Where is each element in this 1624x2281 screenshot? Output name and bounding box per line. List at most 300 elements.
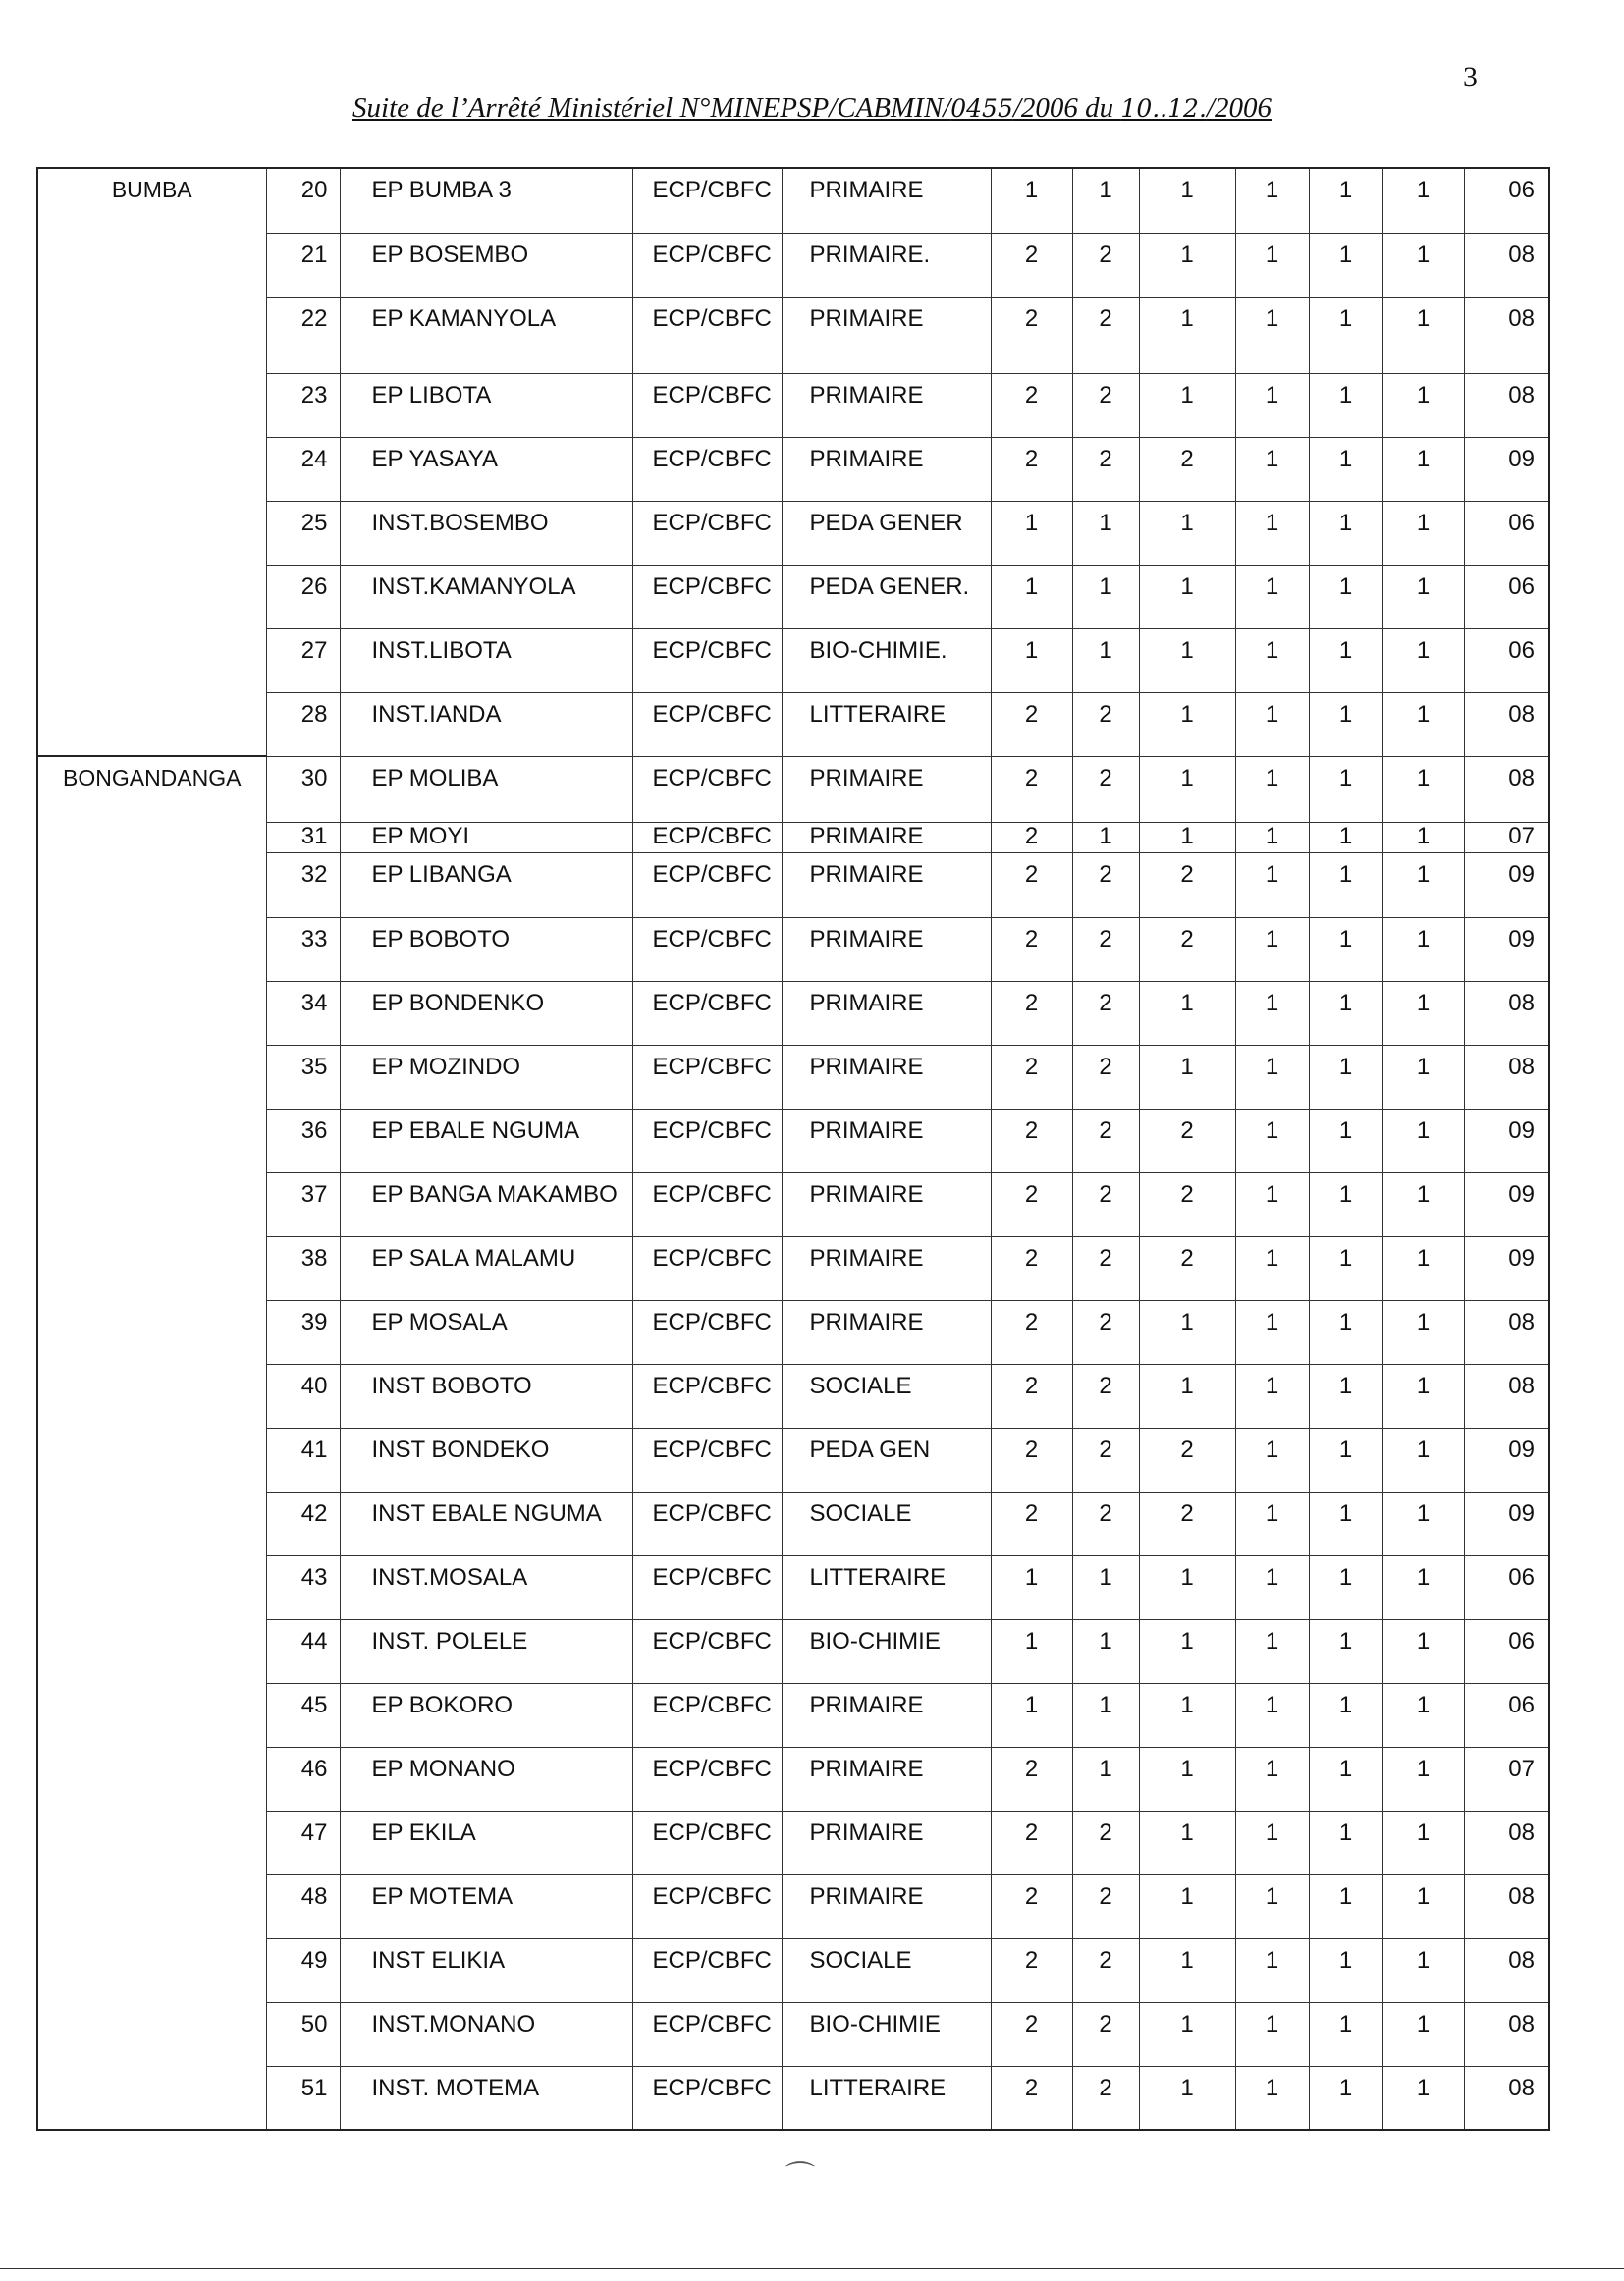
value-cell: 1: [991, 1683, 1072, 1747]
total-cell: 08: [1464, 1364, 1549, 1428]
value-cell: 1: [1235, 1555, 1309, 1619]
value-cell: 1: [1072, 1619, 1139, 1683]
value-cell: 1: [1382, 692, 1464, 756]
option-cell: LITTERAIRE: [782, 2066, 991, 2130]
total-cell: 07: [1464, 1747, 1549, 1811]
value-cell: 2: [1072, 1811, 1139, 1874]
value-cell: 2: [1072, 297, 1139, 373]
total-cell: 06: [1464, 501, 1549, 565]
code-cell: ECP/CBFC: [632, 2066, 782, 2130]
school-name-cell: EP MONANO: [340, 1747, 632, 1811]
code-cell: ECP/CBFC: [632, 692, 782, 756]
value-cell: 2: [1072, 1874, 1139, 1938]
total-cell: 08: [1464, 1300, 1549, 1364]
code-cell: ECP/CBFC: [632, 1109, 782, 1172]
code-cell: ECP/CBFC: [632, 501, 782, 565]
code-cell: ECP/CBFC: [632, 1683, 782, 1747]
value-cell: 1: [1139, 981, 1235, 1045]
value-cell: 1: [1309, 2066, 1382, 2130]
row-number-cell: 22: [266, 297, 340, 373]
code-cell: ECP/CBFC: [632, 1938, 782, 2002]
total-cell: 08: [1464, 981, 1549, 1045]
value-cell: 1: [1235, 1492, 1309, 1555]
value-cell: 1: [1235, 1428, 1309, 1492]
option-cell: PRIMAIRE: [782, 1683, 991, 1747]
value-cell: 1: [1382, 1300, 1464, 1364]
option-cell: PRIMAIRE: [782, 1874, 991, 1938]
code-cell: ECP/CBFC: [632, 822, 782, 852]
value-cell: 1: [991, 1555, 1072, 1619]
row-number-cell: 39: [266, 1300, 340, 1364]
value-cell: 1: [1309, 1811, 1382, 1874]
value-cell: 1: [1382, 168, 1464, 233]
value-cell: 1: [1235, 756, 1309, 822]
value-cell: 1: [1382, 1428, 1464, 1492]
value-cell: 1: [1235, 2066, 1309, 2130]
value-cell: 2: [991, 1364, 1072, 1428]
value-cell: 1: [1309, 1874, 1382, 1938]
value-cell: 1: [1309, 1109, 1382, 1172]
table-row: [37, 756, 1549, 822]
region-cell: BONGANDANGA: [37, 756, 266, 2130]
school-name-cell: INST ELIKIA: [340, 1938, 632, 2002]
option-cell: PRIMAIRE: [782, 1045, 991, 1109]
value-cell: 2: [1072, 692, 1139, 756]
school-name-cell: EP KAMANYOLA: [340, 297, 632, 373]
school-name-cell: EP BOSEMBO: [340, 233, 632, 297]
code-cell: ECP/CBFC: [632, 2002, 782, 2066]
page-number: 3: [1463, 61, 1478, 93]
school-name-cell: EP EBALE NGUMA: [340, 1109, 632, 1172]
value-cell: 1: [1382, 233, 1464, 297]
handwritten-initials-mark: ⌒: [785, 2160, 815, 2195]
value-cell: 1: [1235, 1747, 1309, 1811]
value-cell: 1: [1235, 1300, 1309, 1364]
value-cell: 2: [1139, 1428, 1235, 1492]
row-number-cell: 31: [266, 822, 340, 852]
code-cell: ECP/CBFC: [632, 756, 782, 822]
value-cell: 1: [1235, 1172, 1309, 1236]
value-cell: 2: [1072, 1428, 1139, 1492]
value-cell: 1: [1382, 1619, 1464, 1683]
value-cell: 2: [991, 1300, 1072, 1364]
value-cell: 1: [1139, 822, 1235, 852]
value-cell: 2: [991, 1874, 1072, 1938]
value-cell: 2: [1072, 233, 1139, 297]
school-name-cell: EP BOKORO: [340, 1683, 632, 1747]
value-cell: 2: [991, 233, 1072, 297]
value-cell: 2: [991, 1109, 1072, 1172]
value-cell: 1: [1139, 1555, 1235, 1619]
value-cell: 2: [991, 852, 1072, 917]
value-cell: 1: [1072, 1747, 1139, 1811]
value-cell: 1: [1309, 1045, 1382, 1109]
value-cell: 1: [1072, 628, 1139, 692]
value-cell: 1: [1139, 692, 1235, 756]
value-cell: 1: [1235, 437, 1309, 501]
row-number-cell: 23: [266, 373, 340, 437]
school-name-cell: EP MOLIBA: [340, 756, 632, 822]
total-cell: 08: [1464, 1045, 1549, 1109]
total-cell: 06: [1464, 1555, 1549, 1619]
value-cell: 2: [991, 297, 1072, 373]
value-cell: 1: [1382, 1938, 1464, 2002]
header-prefix: Suite de l’Arrêté Ministériel N°MINEPSP/CABMIN/: [352, 92, 951, 124]
table-row: [37, 168, 1549, 233]
value-cell: 2: [1139, 852, 1235, 917]
value-cell: 2: [1072, 1045, 1139, 1109]
value-cell: 1: [1235, 1874, 1309, 1938]
row-number-cell: 42: [266, 1492, 340, 1555]
value-cell: 1: [1235, 2002, 1309, 2066]
code-cell: ECP/CBFC: [632, 852, 782, 917]
code-cell: ECP/CBFC: [632, 628, 782, 692]
total-cell: 08: [1464, 1938, 1549, 2002]
school-name-cell: EP BONDENKO: [340, 981, 632, 1045]
value-cell: 1: [1235, 168, 1309, 233]
value-cell: 1: [1235, 233, 1309, 297]
option-cell: PRIMAIRE: [782, 1236, 991, 1300]
value-cell: 2: [1072, 2066, 1139, 2130]
school-name-cell: EP MOYI: [340, 822, 632, 852]
value-cell: 1: [1309, 437, 1382, 501]
value-cell: 1: [991, 628, 1072, 692]
row-number-cell: 24: [266, 437, 340, 501]
option-cell: LITTERAIRE: [782, 692, 991, 756]
value-cell: 1: [1139, 2066, 1235, 2130]
value-cell: 1: [1309, 981, 1382, 1045]
option-cell: PRIMAIRE: [782, 297, 991, 373]
value-cell: 2: [991, 822, 1072, 852]
total-cell: 08: [1464, 1874, 1549, 1938]
row-number-cell: 38: [266, 1236, 340, 1300]
value-cell: 1: [1235, 1811, 1309, 1874]
school-name-cell: INST EBALE NGUMA: [340, 1492, 632, 1555]
code-cell: ECP/CBFC: [632, 1555, 782, 1619]
value-cell: 1: [1139, 1747, 1235, 1811]
value-cell: 1: [1382, 1683, 1464, 1747]
value-cell: 1: [991, 1619, 1072, 1683]
value-cell: 1: [1309, 233, 1382, 297]
row-number-cell: 26: [266, 565, 340, 628]
value-cell: 1: [1139, 1811, 1235, 1874]
school-name-cell: EP MOTEMA: [340, 1874, 632, 1938]
option-cell: PRIMAIRE: [782, 917, 991, 981]
row-number-cell: 40: [266, 1364, 340, 1428]
value-cell: 1: [1309, 501, 1382, 565]
value-cell: 1: [1072, 565, 1139, 628]
value-cell: 1: [1382, 1492, 1464, 1555]
school-name-cell: INST.KAMANYOLA: [340, 565, 632, 628]
school-name-cell: EP LIBOTA: [340, 373, 632, 437]
value-cell: 1: [1309, 373, 1382, 437]
value-cell: 2: [991, 1172, 1072, 1236]
value-cell: 2: [991, 1811, 1072, 1874]
school-name-cell: EP YASAYA: [340, 437, 632, 501]
code-cell: ECP/CBFC: [632, 1874, 782, 1938]
total-cell: 08: [1464, 233, 1549, 297]
value-cell: 1: [1309, 1492, 1382, 1555]
value-cell: 1: [1382, 1236, 1464, 1300]
value-cell: 2: [991, 373, 1072, 437]
value-cell: 1: [1382, 2066, 1464, 2130]
row-number-cell: 50: [266, 2002, 340, 2066]
value-cell: 2: [1072, 1364, 1139, 1428]
value-cell: 1: [1382, 822, 1464, 852]
row-number-cell: 45: [266, 1683, 340, 1747]
value-cell: 2: [991, 692, 1072, 756]
code-cell: ECP/CBFC: [632, 1300, 782, 1364]
value-cell: 1: [1382, 501, 1464, 565]
value-cell: 1: [1139, 565, 1235, 628]
row-number-cell: 49: [266, 1938, 340, 2002]
school-name-cell: EP BANGA MAKAMBO: [340, 1172, 632, 1236]
value-cell: 2: [1072, 1109, 1139, 1172]
value-cell: 1: [1235, 981, 1309, 1045]
value-cell: 2: [991, 2066, 1072, 2130]
total-cell: 09: [1464, 437, 1549, 501]
school-name-cell: INST. MOTEMA: [340, 2066, 632, 2130]
value-cell: 2: [991, 981, 1072, 1045]
value-cell: 1: [1139, 1300, 1235, 1364]
value-cell: 2: [1139, 1236, 1235, 1300]
school-name-cell: EP EKILA: [340, 1811, 632, 1874]
value-cell: 1: [1235, 1109, 1309, 1172]
value-cell: 1: [1382, 373, 1464, 437]
value-cell: 2: [1072, 1300, 1139, 1364]
code-cell: ECP/CBFC: [632, 297, 782, 373]
value-cell: 2: [991, 1428, 1072, 1492]
row-number-cell: 20: [266, 168, 340, 233]
value-cell: 1: [1235, 917, 1309, 981]
option-cell: PRIMAIRE: [782, 373, 991, 437]
value-cell: 1: [1072, 168, 1139, 233]
value-cell: 1: [1235, 501, 1309, 565]
value-cell: 2: [991, 1492, 1072, 1555]
value-cell: 2: [1072, 1236, 1139, 1300]
value-cell: 1: [1309, 1172, 1382, 1236]
value-cell: 1: [1382, 1874, 1464, 1938]
value-cell: 2: [1072, 1938, 1139, 2002]
code-cell: ECP/CBFC: [632, 437, 782, 501]
value-cell: 1: [1309, 1938, 1382, 2002]
school-name-cell: INST.LIBOTA: [340, 628, 632, 692]
school-name-cell: EP LIBANGA: [340, 852, 632, 917]
total-cell: 08: [1464, 1811, 1549, 1874]
code-cell: ECP/CBFC: [632, 565, 782, 628]
value-cell: 1: [1382, 1172, 1464, 1236]
option-cell: BIO-CHIMIE: [782, 2002, 991, 2066]
total-cell: 08: [1464, 756, 1549, 822]
total-cell: 08: [1464, 297, 1549, 373]
code-cell: ECP/CBFC: [632, 1364, 782, 1428]
value-cell: 1: [1382, 981, 1464, 1045]
document-header: [0, 92, 1624, 125]
option-cell: PRIMAIRE: [782, 437, 991, 501]
value-cell: 1: [1139, 168, 1235, 233]
school-name-cell: EP BUMBA 3: [340, 168, 632, 233]
option-cell: PRIMAIRE.: [782, 233, 991, 297]
value-cell: 2: [1139, 1109, 1235, 1172]
value-cell: 2: [991, 2002, 1072, 2066]
code-cell: ECP/CBFC: [632, 168, 782, 233]
row-number-cell: 43: [266, 1555, 340, 1619]
row-number-cell: 30: [266, 756, 340, 822]
code-cell: ECP/CBFC: [632, 1492, 782, 1555]
value-cell: 1: [1309, 756, 1382, 822]
code-cell: ECP/CBFC: [632, 1236, 782, 1300]
row-number-cell: 36: [266, 1109, 340, 1172]
header-suffix: /2006: [1206, 92, 1272, 124]
header-handwritten-date: 10..12.: [1120, 94, 1207, 123]
total-cell: 07: [1464, 822, 1549, 852]
schools-table-body: [37, 168, 1549, 2130]
total-cell: 09: [1464, 852, 1549, 917]
value-cell: 1: [1382, 1747, 1464, 1811]
school-name-cell: INST BOBOTO: [340, 1364, 632, 1428]
value-cell: 2: [1072, 756, 1139, 822]
total-cell: 09: [1464, 1428, 1549, 1492]
row-number-cell: 25: [266, 501, 340, 565]
total-cell: 08: [1464, 692, 1549, 756]
total-cell: 06: [1464, 628, 1549, 692]
option-cell: SOCIALE: [782, 1364, 991, 1428]
value-cell: 1: [1382, 437, 1464, 501]
option-cell: PRIMAIRE: [782, 1811, 991, 1874]
value-cell: 1: [1382, 852, 1464, 917]
code-cell: ECP/CBFC: [632, 373, 782, 437]
option-cell: PRIMAIRE: [782, 1747, 991, 1811]
option-cell: SOCIALE: [782, 1492, 991, 1555]
total-cell: 06: [1464, 1619, 1549, 1683]
row-number-cell: 47: [266, 1811, 340, 1874]
school-name-cell: EP MOSALA: [340, 1300, 632, 1364]
value-cell: 1: [991, 565, 1072, 628]
value-cell: 2: [1139, 1172, 1235, 1236]
value-cell: 1: [1309, 1428, 1382, 1492]
value-cell: 1: [1309, 1300, 1382, 1364]
value-cell: 1: [1072, 501, 1139, 565]
value-cell: 1: [1382, 1109, 1464, 1172]
row-number-cell: 46: [266, 1747, 340, 1811]
value-cell: 2: [991, 1236, 1072, 1300]
region-cell: BUMBA: [37, 168, 266, 756]
value-cell: 2: [1072, 917, 1139, 981]
school-name-cell: INST BONDEKO: [340, 1428, 632, 1492]
header-mid: /2006 du: [1012, 92, 1121, 124]
option-cell: BIO-CHIMIE: [782, 1619, 991, 1683]
header-handwritten-number: 0455: [950, 94, 1013, 123]
option-cell: PRIMAIRE: [782, 1172, 991, 1236]
code-cell: ECP/CBFC: [632, 1045, 782, 1109]
row-number-cell: 48: [266, 1874, 340, 1938]
total-cell: 09: [1464, 917, 1549, 981]
value-cell: 2: [1072, 981, 1139, 1045]
value-cell: 1: [1072, 822, 1139, 852]
total-cell: 06: [1464, 565, 1549, 628]
code-cell: ECP/CBFC: [632, 1811, 782, 1874]
school-name-cell: INST.BOSEMBO: [340, 501, 632, 565]
value-cell: 2: [1072, 373, 1139, 437]
value-cell: 1: [1072, 1555, 1139, 1619]
value-cell: 1: [1235, 692, 1309, 756]
option-cell: PEDA GEN: [782, 1428, 991, 1492]
value-cell: 2: [991, 437, 1072, 501]
value-cell: 1: [1309, 852, 1382, 917]
total-cell: 08: [1464, 2066, 1549, 2130]
school-name-cell: INST.MOSALA: [340, 1555, 632, 1619]
value-cell: 2: [1072, 437, 1139, 501]
schools-table: [36, 167, 1550, 2131]
value-cell: 1: [1139, 1364, 1235, 1428]
school-name-cell: EP MOZINDO: [340, 1045, 632, 1109]
value-cell: 1: [1309, 917, 1382, 981]
value-cell: 2: [991, 756, 1072, 822]
value-cell: 1: [1382, 2002, 1464, 2066]
value-cell: 1: [1309, 565, 1382, 628]
value-cell: 1: [1309, 1619, 1382, 1683]
value-cell: 1: [1309, 692, 1382, 756]
option-cell: BIO-CHIMIE.: [782, 628, 991, 692]
option-cell: PRIMAIRE: [782, 756, 991, 822]
school-name-cell: INST.IANDA: [340, 692, 632, 756]
value-cell: 1: [1382, 628, 1464, 692]
total-cell: 09: [1464, 1492, 1549, 1555]
page-bottom-rule: [0, 2268, 1624, 2269]
value-cell: 1: [1309, 2002, 1382, 2066]
code-cell: ECP/CBFC: [632, 1619, 782, 1683]
value-cell: 1: [1139, 1619, 1235, 1683]
value-cell: 1: [1382, 756, 1464, 822]
value-cell: 1: [1235, 1619, 1309, 1683]
value-cell: 2: [1139, 437, 1235, 501]
value-cell: 2: [1139, 917, 1235, 981]
value-cell: 1: [1072, 1683, 1139, 1747]
option-cell: PEDA GENER: [782, 501, 991, 565]
row-number-cell: 44: [266, 1619, 340, 1683]
total-cell: 06: [1464, 168, 1549, 233]
value-cell: 1: [1139, 1045, 1235, 1109]
value-cell: 1: [1139, 1683, 1235, 1747]
value-cell: 1: [1139, 297, 1235, 373]
option-cell: PRIMAIRE: [782, 981, 991, 1045]
value-cell: 1: [1309, 822, 1382, 852]
value-cell: 1: [1309, 1236, 1382, 1300]
option-cell: PRIMAIRE: [782, 852, 991, 917]
value-cell: 1: [1139, 2002, 1235, 2066]
value-cell: 2: [991, 1045, 1072, 1109]
total-cell: 06: [1464, 1683, 1549, 1747]
value-cell: 1: [1382, 565, 1464, 628]
row-number-cell: 33: [266, 917, 340, 981]
value-cell: 1: [991, 501, 1072, 565]
value-cell: 1: [1309, 1364, 1382, 1428]
code-cell: ECP/CBFC: [632, 1747, 782, 1811]
total-cell: 09: [1464, 1172, 1549, 1236]
value-cell: 1: [1139, 1938, 1235, 2002]
value-cell: 1: [1139, 756, 1235, 822]
code-cell: ECP/CBFC: [632, 233, 782, 297]
value-cell: 1: [1139, 233, 1235, 297]
value-cell: 1: [1235, 1045, 1309, 1109]
value-cell: 1: [1235, 822, 1309, 852]
value-cell: 1: [1235, 628, 1309, 692]
row-number-cell: 37: [266, 1172, 340, 1236]
row-number-cell: 34: [266, 981, 340, 1045]
value-cell: 1: [1309, 1747, 1382, 1811]
school-name-cell: INST. POLELE: [340, 1619, 632, 1683]
value-cell: 1: [1309, 628, 1382, 692]
